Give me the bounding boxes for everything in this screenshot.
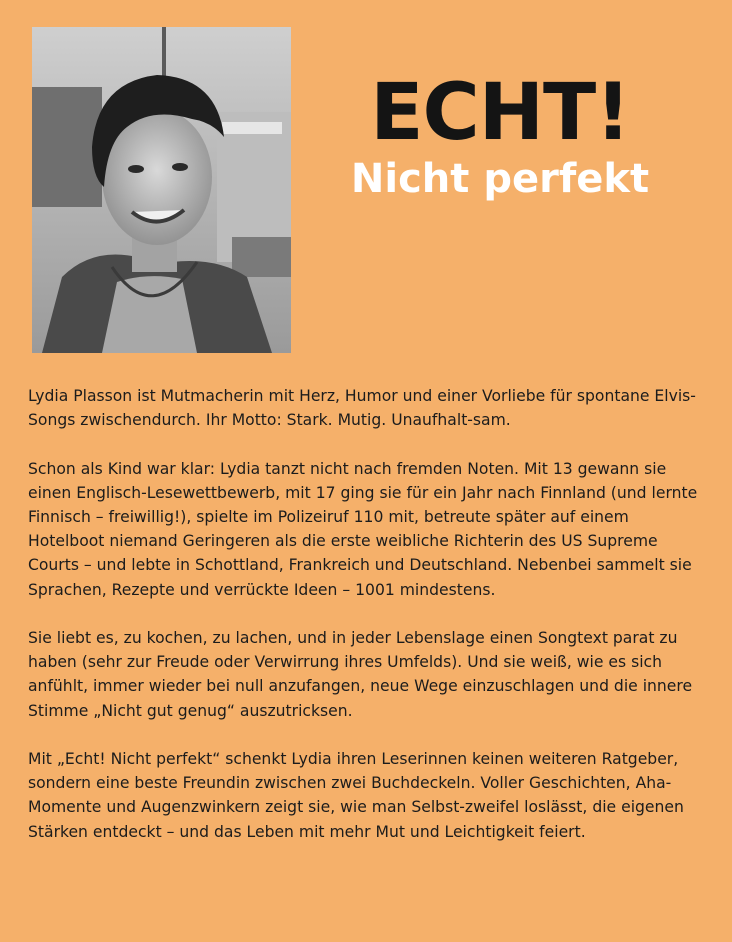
headline	[300, 70, 700, 202]
author-portrait-image	[32, 27, 291, 353]
book-title: ECHT!	[370, 68, 630, 158]
bio-paragraph-4: Mit „Echt! Nicht perfekt“ schenkt Lydia ihren Leserinnen keinen weiteren Ratgeber, sondern eine beste Freundin zwischen zwei Buchdeckeln. Voller Geschichten, Aha-Momente und Augenzwinkern zeigt sie, wie man Selbst-zweifel loslässt, die eigenen Stärken entdeckt – und das Leben mit mehr Mut und Leichtigkeit feiert.	[28, 750, 684, 841]
author-bio	[28, 384, 708, 868]
bio-paragraph-2: Schon als Kind war klar: Lydia tanzt nicht nach fremden Noten. Mit 13 gewann sie einen Englisch-Lesewettbewerb, mit 17 ging sie für ein Jahr nach Finnland (und lernte Finnisch – freiwillig!), spielte im Polizeiruf 110 mit, betreute später auf einem Hotelboot niemand Geringeren als die erste weibliche Richterin des US Supreme Courts – und lebte in Schottland, Frankreich und Deutschland. Nebenbei sammelt sie Sprachen, Rezepte und verrückte Ideen – 1001 mindestens.	[28, 459, 698, 599]
author-photo	[32, 27, 291, 353]
book-subtitle: Nicht perfekt	[350, 156, 650, 202]
bio-paragraph-3: Sie liebt es, zu kochen, zu lachen, und in jeder Lebenslage einen Songtext parat zu haben (sehr zur Freude oder Verwirrung ihres Umfelds). Und sie weiß, wie es sich anfühlt, immer wieder bei null anzufangen, neue Wege einzuschlagen und die innere Stimme „Nicht gut genug“ auszutricksen.	[28, 629, 693, 720]
bio-paragraph-1: Lydia Plasson ist Mutmacherin mit Herz, Humor und einer Vorliebe für spontane Elvis-Songs zwischendurch. Ihr Motto: Stark. Mutig. Unaufhalt-sam.	[28, 387, 696, 430]
